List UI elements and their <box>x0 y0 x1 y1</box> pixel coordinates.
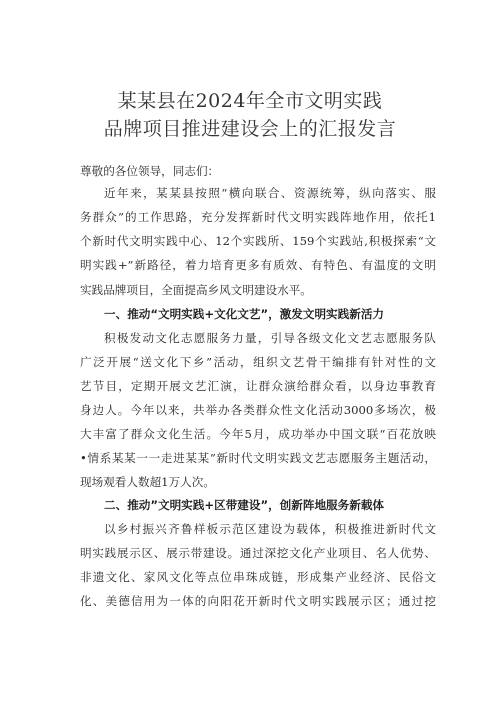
section-1-line: 大丰富了群众文化生活。今年5月，成功举办中国文联“百花放映 <box>80 427 436 441</box>
section-1-line: 积极发动文化志愿服务力量，引导各级文化文艺志愿服务队 <box>104 331 436 345</box>
section-1-heading: 一、推动“文明实践+文化文艺”，激发文明实践新活力 <box>104 307 385 321</box>
section-2-line: 化、美德信用为一体的向阳花开新时代文明实践展示区；通过挖 <box>80 594 436 608</box>
document-title-line-2: 品牌项目推进建设会上的汇报发言 <box>103 118 397 140</box>
section-1-line: 现场观看人数超1万人次。 <box>80 475 215 489</box>
intro-line: 明实践+”新路径，着力培育更多有质效、有特色、有温度的文明 <box>80 258 436 272</box>
section-1-line: 艺节目，定期开展文艺汇演，让群众演给群众看，以身边事教育 <box>80 379 436 393</box>
section-1-line: 广泛开展“送文化下乡”活动，组织文艺骨干编排有针对性的文 <box>80 355 436 369</box>
section-2-line: 以乡村振兴齐鲁样板示范区建设为载体，积极推进新时代文 <box>104 522 436 536</box>
document-title-line-1: 某某县在2024年全市文明实践 <box>117 90 383 112</box>
section-1-line: 身边人。今年以来，共举办各类群众性文化活动3000多场次，极 <box>80 403 436 417</box>
salutation: 尊敬的各位领导，同志们： <box>80 164 220 178</box>
intro-line: 近年来，某某县按照“横向联合、资源统筹，纵向落实、服 <box>104 186 436 200</box>
section-2-heading: 二、推动”文明实践+区带建设”，创新阵地服务新载体 <box>104 498 385 512</box>
section-2-line: 明实践展示区、展示带建设。通过深挖文化产业项目、名人优势、 <box>80 546 436 560</box>
section-1-line: •情系某某一一走进某某”新时代文明实践文艺志愿服务主题活动， <box>80 451 436 465</box>
intro-line: 个新时代文明实践中心、12个实践所、159个实践站,积极探索“文 <box>80 234 436 248</box>
section-2-line: 非遗文化、家风文化等点位串珠成链，形成集产业经济、民俗文 <box>80 570 436 584</box>
intro-line: 务群众”的工作思路，充分发挥新时代文明实践阵地作用，依托1 <box>80 210 436 224</box>
intro-line: 实践品牌项目，全面提高乡风文明建设水平。 <box>80 283 312 297</box>
